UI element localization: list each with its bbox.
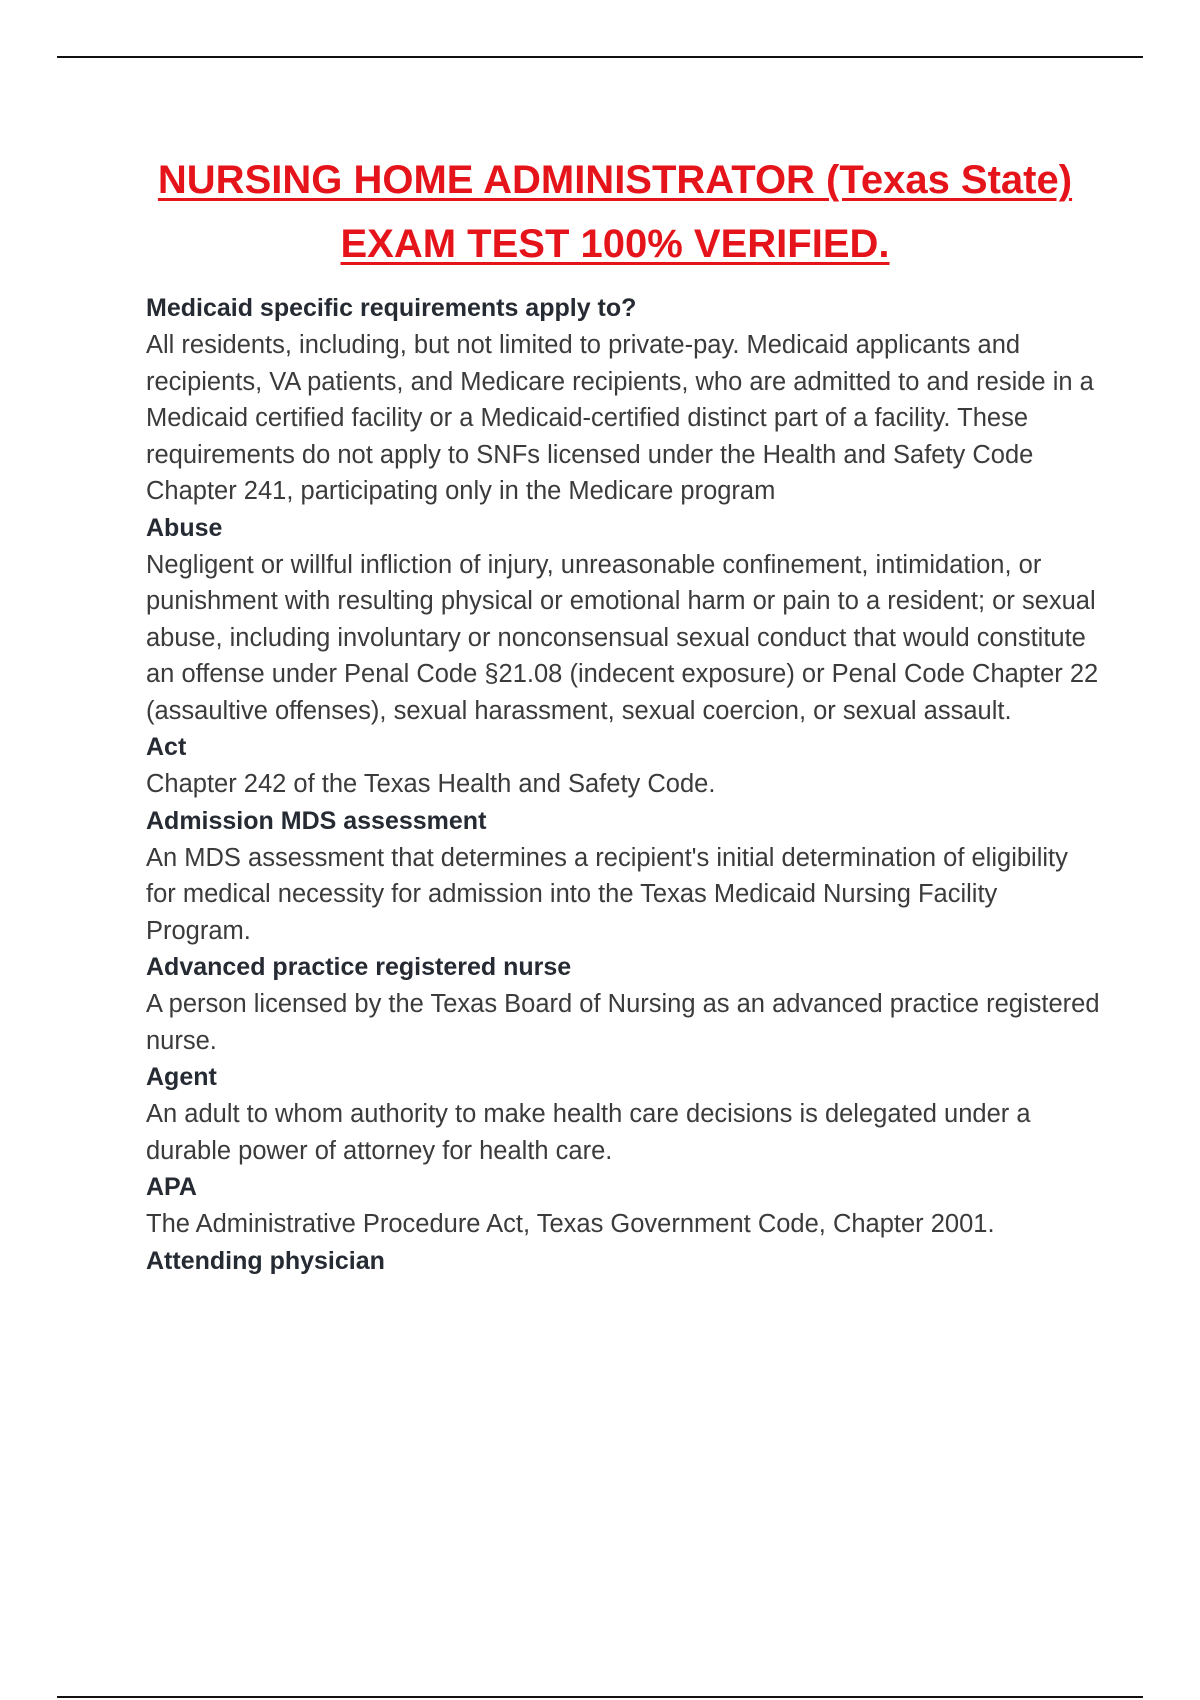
term-admission-mds: Admission MDS assessment <box>146 806 487 835</box>
top-rule <box>57 56 1143 58</box>
document-body <box>146 290 1101 1280</box>
term-abuse: Abuse <box>146 513 223 542</box>
term-medicaid-requirements: Medicaid specific requirements apply to? <box>146 294 637 322</box>
definition-abuse: Negligent or willful infliction of injury, unreasonable confinement, intimidation, or punishment with resulting physical or emotional harm or pain to a resident; or sexual abuse, including involuntary or nonconsensual sexual conduct that would constitute an offense under Penal Code §21.08 (indecent exposure) or Penal Code Chapter 22 (assaultive offenses), sexual harassment, sexual coercion, or sexual assault. <box>146 550 1099 725</box>
term-aprn: Advanced practice registered nurse <box>146 953 572 981</box>
term-attending-physician: Attending physician <box>146 1246 385 1275</box>
term-apa: APA <box>146 1173 197 1201</box>
term-act: Act <box>146 733 187 761</box>
bottom-rule <box>57 1696 1143 1698</box>
definition-apa: The Administrative Procedure Act, Texas Government Code, Chapter 2001. <box>146 1210 995 1238</box>
definition-admission-mds: An MDS assessment that determines a recipient's initial determination of eligibility for medical necessity for admission into the Texas Medicaid Nursing Facility Program. <box>146 843 1068 945</box>
definition-aprn: A person licensed by the Texas Board of Nursing as an advanced practice registered nurse. <box>146 990 1100 1055</box>
document-title: NURSING HOME ADMINISTRATOR (Texas State) EXAM TEST 100% VERIFIED. <box>157 158 1073 266</box>
definition-act: Chapter 242 of the Texas Health and Safety Code. <box>146 770 716 798</box>
definition-medicaid-requirements: All residents, including, but not limited to private-pay. Medicaid applicants and recipients, VA patients, and Medicare recipients, who are admitted to and reside in a Medicaid certified facility or a Medicaid-certified distinct part of a facility. These requirements do not apply to SNFs licensed under the Health and Safety Code Chapter 241, participating only in the Medicare program <box>146 331 1094 505</box>
term-agent: Agent <box>146 1063 217 1091</box>
definition-agent: An adult to whom authority to make health care decisions is delegated under a durable power of attorney for health care. <box>146 1100 1031 1165</box>
